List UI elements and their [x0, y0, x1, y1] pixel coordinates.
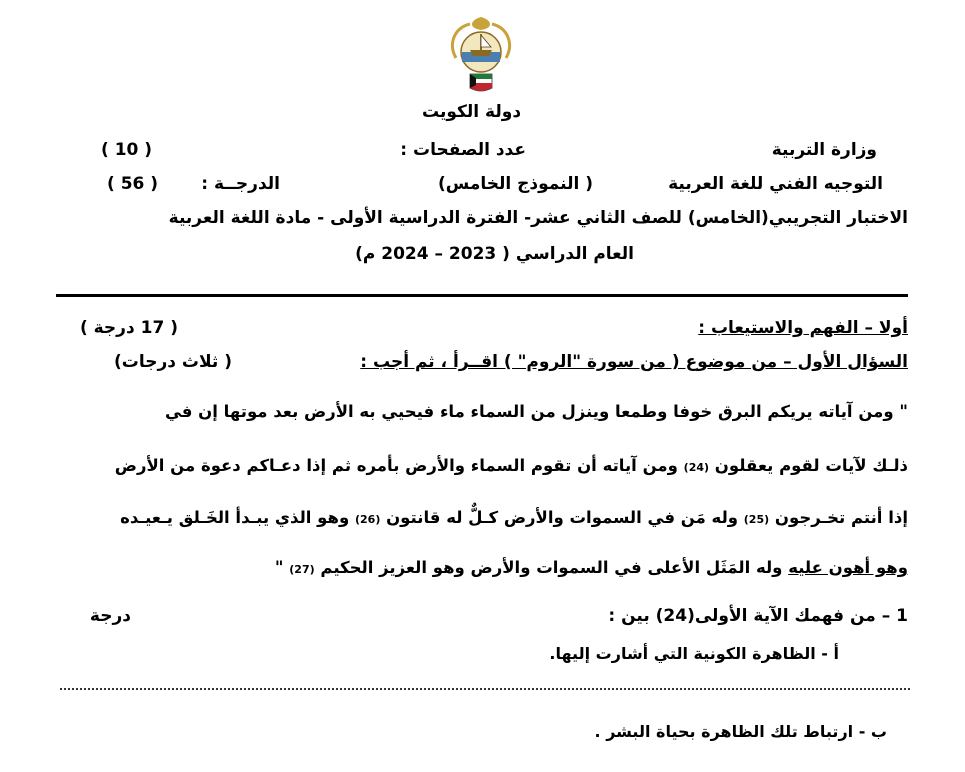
passage-text: ومن آياته أن تقوم السماء والأرض بأمره ثم إذا دعـاكم دعوة من الأرض — [114, 456, 684, 475]
verse-number: (26) — [354, 513, 381, 526]
verse-number: (24) — [683, 461, 710, 474]
verse-number: (27) — [289, 563, 315, 576]
item1-part-a: أ - الظاهرة الكونية التي أشارت إليها. — [549, 644, 839, 663]
passage-text: إذا أنتم تخـرجون — [769, 508, 908, 527]
pages-label: عدد الصفحات : — [400, 140, 526, 160]
item1-prompt: 1 – من فهمك الآية الأولى(24) بين : — [608, 606, 908, 626]
passage-line-3 — [120, 508, 908, 527]
exam-title: الاختبار التجريبي(الخامس) للصف الثاني عشر- الفترة الدراسية الأولى - مادة اللغة العربية — [168, 208, 908, 228]
answer-line — [60, 688, 910, 690]
passage-text: وله مَن في السموات والأرض كـلٌّ له قانتون — [380, 508, 744, 527]
passage-text: " — [274, 558, 290, 577]
score-value: ( 56 ) — [107, 174, 159, 194]
question1-points: ( ثلاث درجات) — [114, 352, 232, 372]
section-title: أولا – الفهم والاستيعاب : — [698, 318, 908, 338]
country-title: دولة الكويت — [422, 102, 522, 122]
ministry-name: وزارة التربية — [771, 140, 877, 160]
item1-mark: درجة — [89, 606, 131, 626]
passage-line-1: " ومن آياته يريكم البرق خوفا وطمعا وينزل من السماء ماء فيحيي به الأرض بعد موتها إن في — [164, 402, 908, 421]
underlined-phrase: وهو أهون عليه — [788, 558, 908, 577]
score-label: الدرجــة : — [201, 174, 280, 194]
passage-line-2 — [115, 456, 908, 475]
passage-text: وله المَثَل الأعلى في السموات والأرض وهو العزيز الحكيم — [314, 558, 789, 577]
pages-value: ( 10 ) — [101, 140, 153, 160]
department-name: التوجيه الفني للغة العربية — [668, 174, 883, 194]
model-label: ( النموذج الخامس) — [438, 174, 593, 194]
academic-year: العام الدراسي ( 2023 – 2024 م) — [355, 244, 634, 264]
question1-heading — [360, 352, 908, 372]
item1-part-b: ب - ارتباط تلك الظاهرة بحياة البشر . — [594, 722, 887, 741]
passage-text: ذلـك لآيات لقوم يعقلون — [709, 456, 908, 475]
passage-text: وهو الذي يبـدأ الخَـلق يـعيـده — [120, 508, 355, 527]
verse-number: (25) — [743, 513, 770, 526]
header-divider — [56, 294, 908, 297]
kuwait-emblem-icon — [440, 14, 522, 96]
passage-line-4 — [275, 558, 908, 577]
section-points: ( 17 درجة ) — [79, 318, 178, 338]
question1-heading-text: السؤال الأول – من موضوع ( من سورة "الروم" ) اقــرأ ، ثم أجب : — [360, 352, 908, 372]
